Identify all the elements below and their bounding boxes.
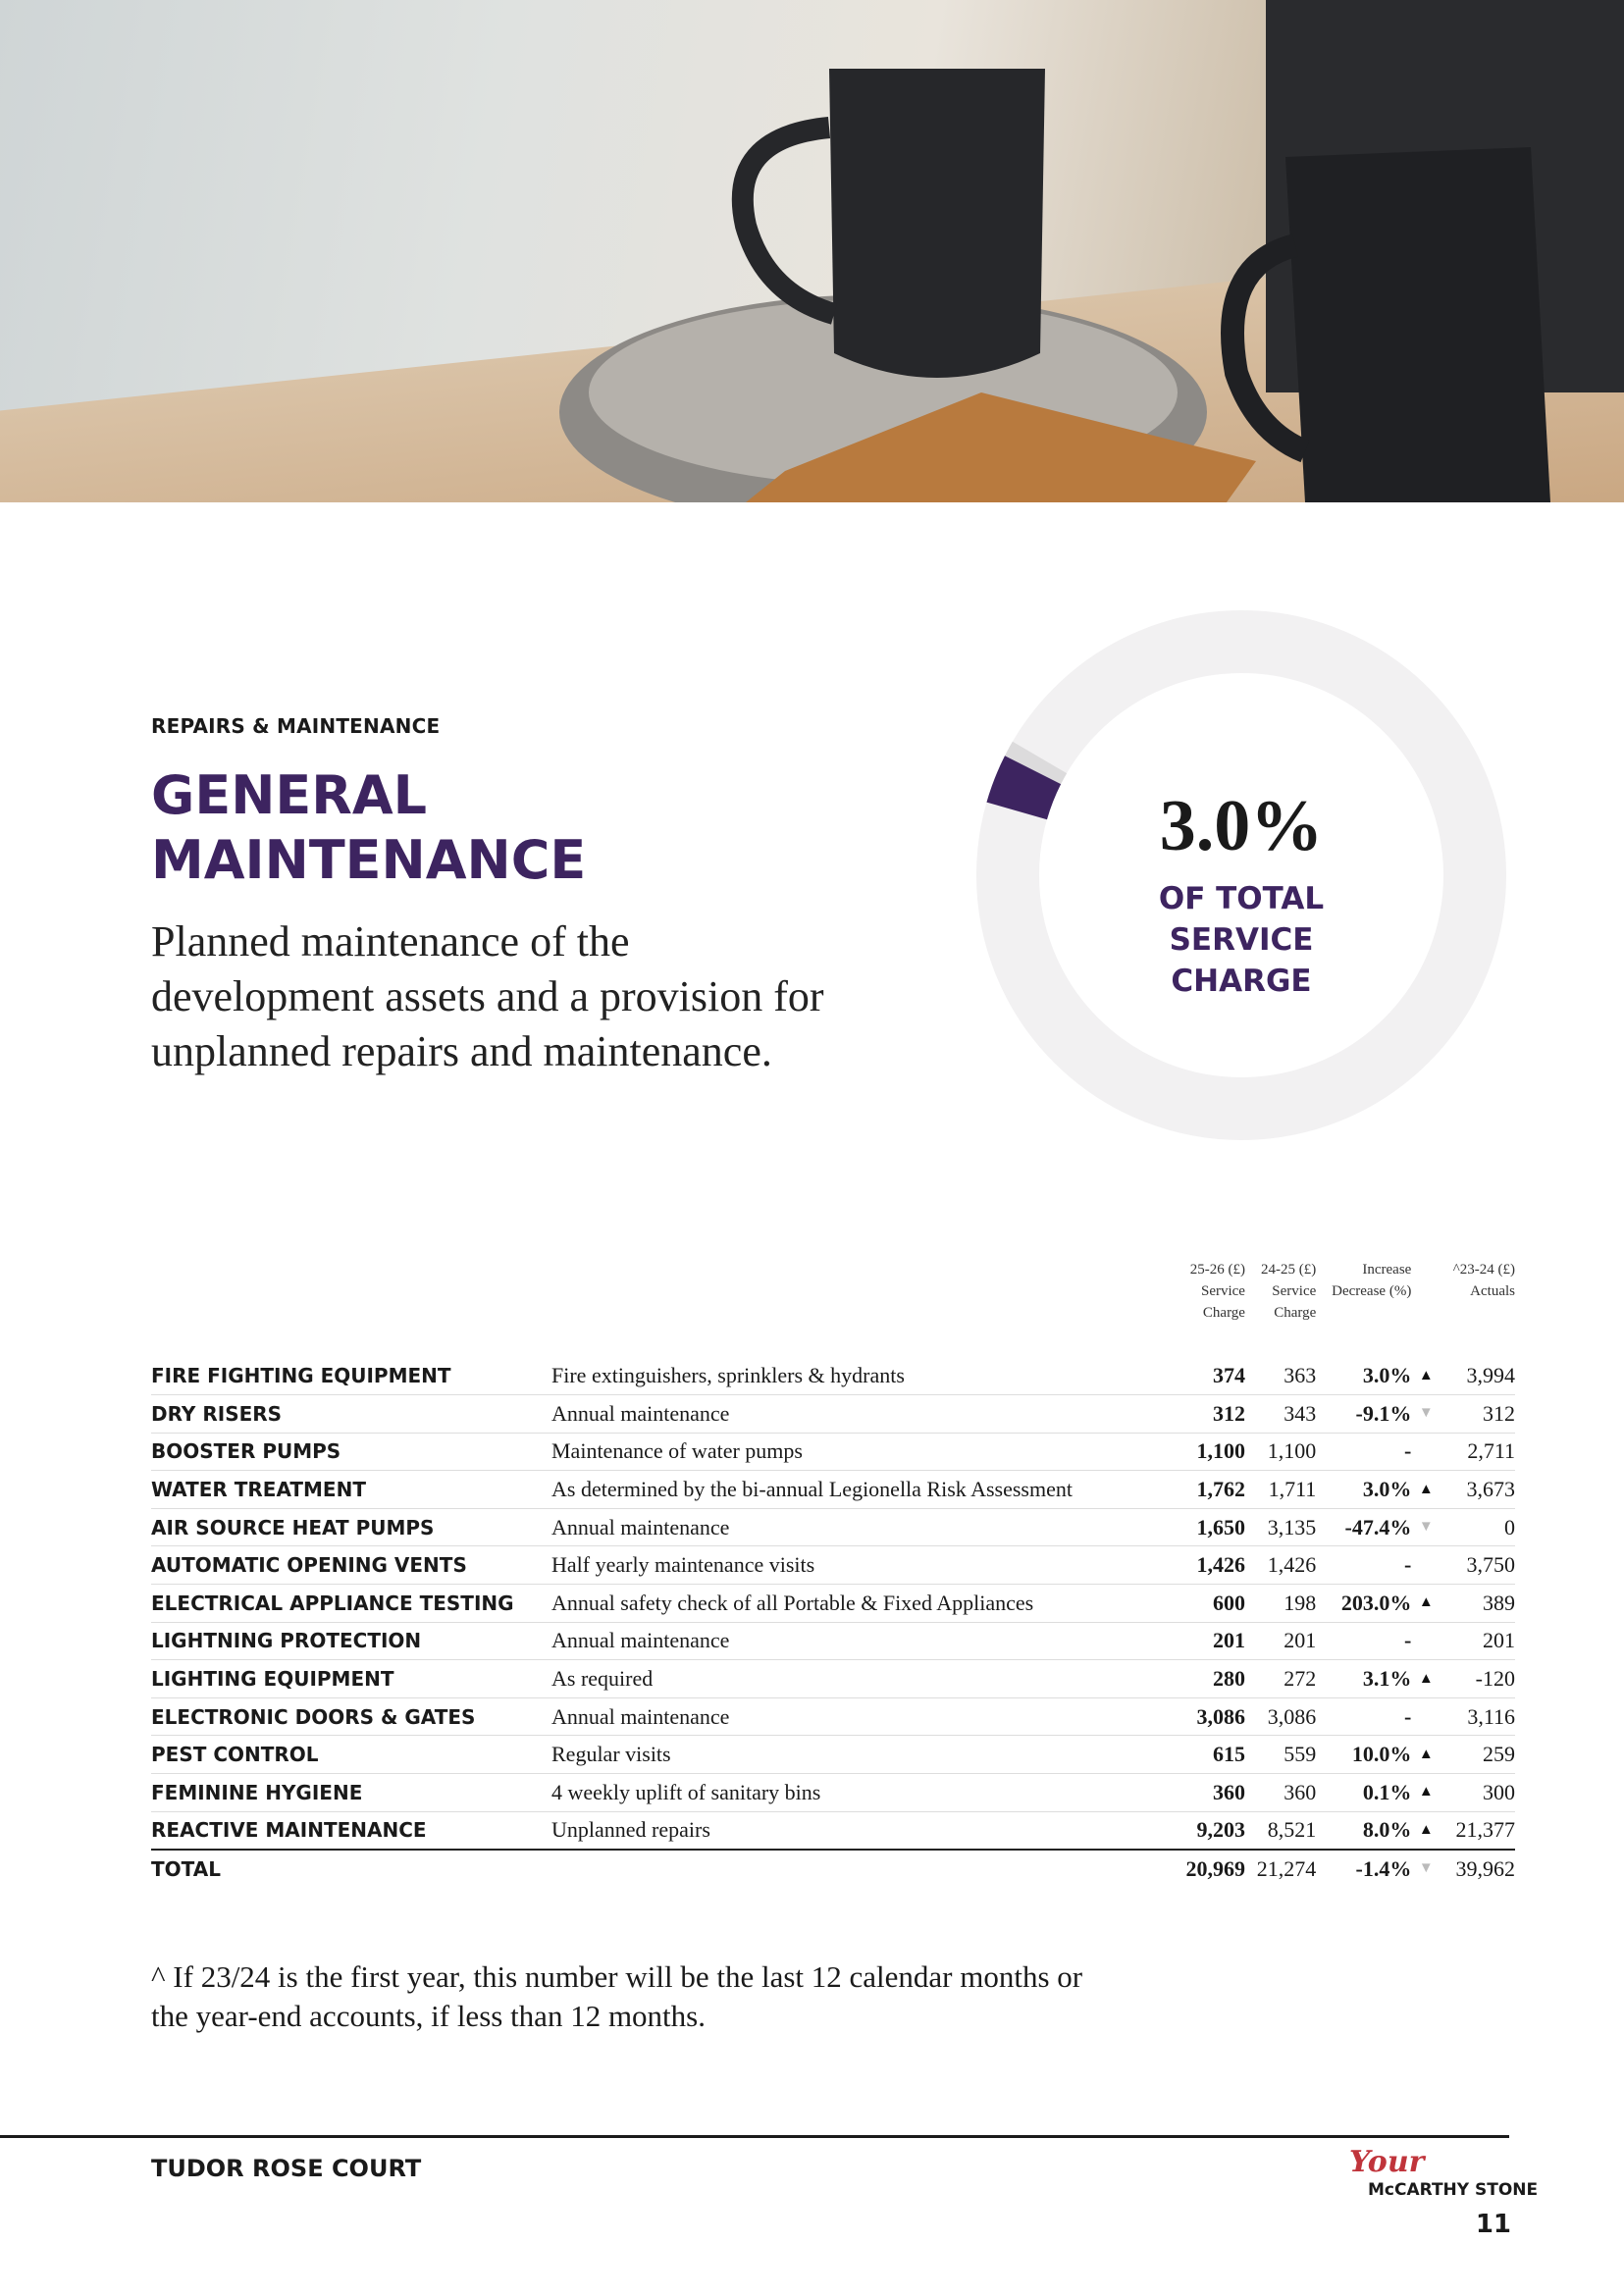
table-row (151, 1357, 1515, 1395)
value-2425: 21,274 (1256, 1855, 1317, 1881)
table-header (151, 1259, 1515, 1357)
value-2526: 615 (1175, 1736, 1245, 1774)
value-2526: 20,969 (1185, 1855, 1245, 1881)
development-name: TUDOR ROSE COURT (151, 2155, 422, 2182)
value-2526: 9,203 (1175, 1811, 1245, 1850)
value-actuals: 3,116 (1441, 1697, 1515, 1736)
table-row (151, 1433, 1515, 1471)
row-description: Annual maintenance (551, 1508, 1175, 1546)
table-row (151, 1471, 1515, 1509)
table-row (151, 1546, 1515, 1585)
change-percent: -9.1% (1316, 1395, 1411, 1434)
value-actuals: 3,673 (1441, 1471, 1515, 1509)
value-actuals: 21,377 (1441, 1811, 1515, 1850)
change-percent: - (1316, 1622, 1411, 1660)
change-percent: -1.4% (1355, 1855, 1412, 1881)
table-row (151, 1395, 1515, 1434)
value-actuals: 389 (1441, 1585, 1515, 1623)
table-row (151, 1811, 1515, 1850)
table-row (151, 1622, 1515, 1660)
page-title (151, 763, 586, 893)
footnote: ^ If 23/24 is the first year, this number will be the last 12 calendar months or the year-end accounts, if less than 12 months. (151, 1959, 1083, 2033)
value-2526: 312 (1175, 1395, 1245, 1434)
table-row (151, 1585, 1515, 1623)
change-percent: - (1316, 1433, 1411, 1471)
no-change (1411, 1697, 1441, 1736)
title-line-1: GENERAL (151, 764, 428, 826)
change-percent: 3.0% (1316, 1471, 1411, 1509)
increase-arrow-icon: ▲ (1411, 1660, 1441, 1698)
value-actuals: 3,994 (1441, 1357, 1515, 1395)
change-percent: 3.0% (1316, 1357, 1411, 1395)
value-2425: 360 (1245, 1774, 1316, 1812)
change-percent: - (1316, 1697, 1411, 1736)
increase-arrow-icon: ▲ (1411, 1585, 1441, 1623)
donut-segment (1017, 770, 1032, 811)
decrease-arrow-icon: ▼ (1418, 1860, 1434, 1877)
row-description: Annual safety check of all Portable & Fixed Appliances (551, 1585, 1175, 1623)
value-2526: 600 (1175, 1585, 1245, 1623)
value-2425: 1,100 (1245, 1433, 1316, 1471)
increase-arrow-icon: ▲ (1411, 1811, 1441, 1850)
value-actuals: 300 (1441, 1774, 1515, 1812)
value-actuals: 201 (1441, 1622, 1515, 1660)
row-item: AUTOMATIC OPENING VENTS (151, 1546, 551, 1585)
value-2526: 1,100 (1175, 1433, 1245, 1471)
value-2425: 198 (1245, 1585, 1316, 1623)
hero-photo-tea-mugs (0, 0, 1624, 502)
value-actuals: -120 (1441, 1660, 1515, 1698)
value-2526: 360 (1175, 1774, 1245, 1812)
value-2425: 343 (1245, 1395, 1316, 1434)
section-description: Planned maintenance of the development assets and a provision for unplanned repairs and maintenance. (151, 917, 824, 1075)
value-2425: 1,426 (1245, 1546, 1316, 1585)
value-2425: 3,135 (1245, 1508, 1316, 1546)
row-description: Maintenance of water pumps (551, 1433, 1175, 1471)
row-item: LIGHTING EQUIPMENT (151, 1660, 551, 1698)
row-item: AIR SOURCE HEAT PUMPS (151, 1508, 551, 1546)
caption-line: OF TOTAL (1158, 881, 1325, 916)
value-actuals: 2,711 (1441, 1433, 1515, 1471)
row-description: Unplanned repairs (551, 1811, 1175, 1850)
percent-value: 3.0% (1159, 786, 1324, 866)
row-description: As determined by the bi-annual Legionella Risk Assessment (551, 1471, 1175, 1509)
row-item: BOOSTER PUMPS (151, 1433, 551, 1471)
row-item: WATER TREATMENT (151, 1471, 551, 1509)
donut-separator (1033, 757, 1040, 770)
value-2425: 201 (1245, 1622, 1316, 1660)
row-item: FIRE FIGHTING EQUIPMENT (151, 1357, 551, 1395)
row-item: LIGHTNING PROTECTION (151, 1622, 551, 1660)
value-actuals: 312 (1441, 1395, 1515, 1434)
row-item: REACTIVE MAINTENANCE (151, 1811, 551, 1850)
value-actuals: 39,962 (1455, 1855, 1515, 1881)
row-item: FEMININE HYGIENE (151, 1774, 551, 1812)
row-description: Annual maintenance (551, 1697, 1175, 1736)
decrease-arrow-icon: ▼ (1411, 1395, 1441, 1434)
increase-arrow-icon: ▲ (1411, 1774, 1441, 1812)
value-actuals: 0 (1441, 1508, 1515, 1546)
caption-line: SERVICE (1169, 922, 1314, 958)
change-percent: 10.0% (1316, 1736, 1411, 1774)
row-item: ELECTRICAL APPLIANCE TESTING (151, 1585, 551, 1623)
percent-caption (1045, 878, 1438, 1002)
table-row (151, 1774, 1515, 1812)
value-2526: 1,762 (1175, 1471, 1245, 1509)
value-2526: 374 (1175, 1357, 1245, 1395)
header-actuals: ^23-24 (£) Actuals (1452, 1262, 1515, 1299)
row-description (551, 1850, 1175, 1888)
row-item: ELECTRONIC DOORS & GATES (151, 1697, 551, 1736)
table-row (151, 1660, 1515, 1698)
header-2526: 25-26 (£) Service Charge (1189, 1262, 1245, 1321)
row-description: Regular visits (551, 1736, 1175, 1774)
caption-line: CHARGE (1171, 964, 1312, 999)
value-2526: 3,086 (1175, 1697, 1245, 1736)
change-percent: - (1316, 1546, 1411, 1585)
no-change (1411, 1433, 1441, 1471)
value-2425: 8,521 (1245, 1811, 1316, 1850)
value-2425: 3,086 (1245, 1697, 1316, 1736)
no-change (1411, 1546, 1441, 1585)
value-2526: 1,426 (1175, 1546, 1245, 1585)
value-actuals: 259 (1441, 1736, 1515, 1774)
change-percent: 8.0% (1316, 1811, 1411, 1850)
brand-logo-script: Your (1349, 2145, 1425, 2179)
increase-arrow-icon: ▲ (1411, 1736, 1441, 1774)
share-donut-chart (976, 610, 1506, 1140)
value-2425: 363 (1245, 1357, 1316, 1395)
change-percent: 3.1% (1316, 1660, 1411, 1698)
value-2425: 559 (1245, 1736, 1316, 1774)
table-total-row (151, 1850, 1515, 1888)
table-row (151, 1508, 1515, 1546)
table-row (151, 1736, 1515, 1774)
value-2425: 272 (1245, 1660, 1316, 1698)
section-kicker: REPAIRS & MAINTENANCE (151, 714, 441, 738)
header-change: Increase Decrease (%) (1332, 1262, 1412, 1299)
footer-divider (0, 2135, 1509, 2138)
no-change (1411, 1622, 1441, 1660)
title-line-2: MAINTENANCE (151, 829, 587, 891)
row-description: Annual maintenance (551, 1395, 1175, 1434)
change-percent: -47.4% (1316, 1508, 1411, 1546)
change-percent: 0.1% (1316, 1774, 1411, 1812)
value-2425: 1,711 (1245, 1471, 1316, 1509)
increase-arrow-icon: ▲ (1411, 1471, 1441, 1509)
row-item: DRY RISERS (151, 1395, 551, 1434)
row-item: TOTAL (151, 1856, 221, 1881)
header-2425: 24-25 (£) Service Charge (1261, 1262, 1317, 1321)
row-item: PEST CONTROL (151, 1736, 551, 1774)
decrease-arrow-icon: ▼ (1411, 1508, 1441, 1546)
row-description: Annual maintenance (551, 1622, 1175, 1660)
increase-arrow-icon: ▲ (1411, 1357, 1441, 1395)
page-number: 11 (1475, 2210, 1511, 2239)
value-2526: 201 (1175, 1622, 1245, 1660)
value-2526: 280 (1175, 1660, 1245, 1698)
cost-table (151, 1259, 1515, 1887)
row-description: Half yearly maintenance visits (551, 1546, 1175, 1585)
row-description: Fire extinguishers, sprinklers & hydrants (551, 1357, 1175, 1395)
table-row (151, 1697, 1515, 1736)
value-2526: 1,650 (1175, 1508, 1245, 1546)
row-description: 4 weekly uplift of sanitary bins (551, 1774, 1175, 1812)
donut-track (1008, 642, 1475, 1109)
value-actuals: 3,750 (1441, 1546, 1515, 1585)
row-description: As required (551, 1660, 1175, 1698)
brand-logo: McCARTHY STONE (1368, 2180, 1539, 2200)
change-percent: 203.0% (1316, 1585, 1411, 1623)
